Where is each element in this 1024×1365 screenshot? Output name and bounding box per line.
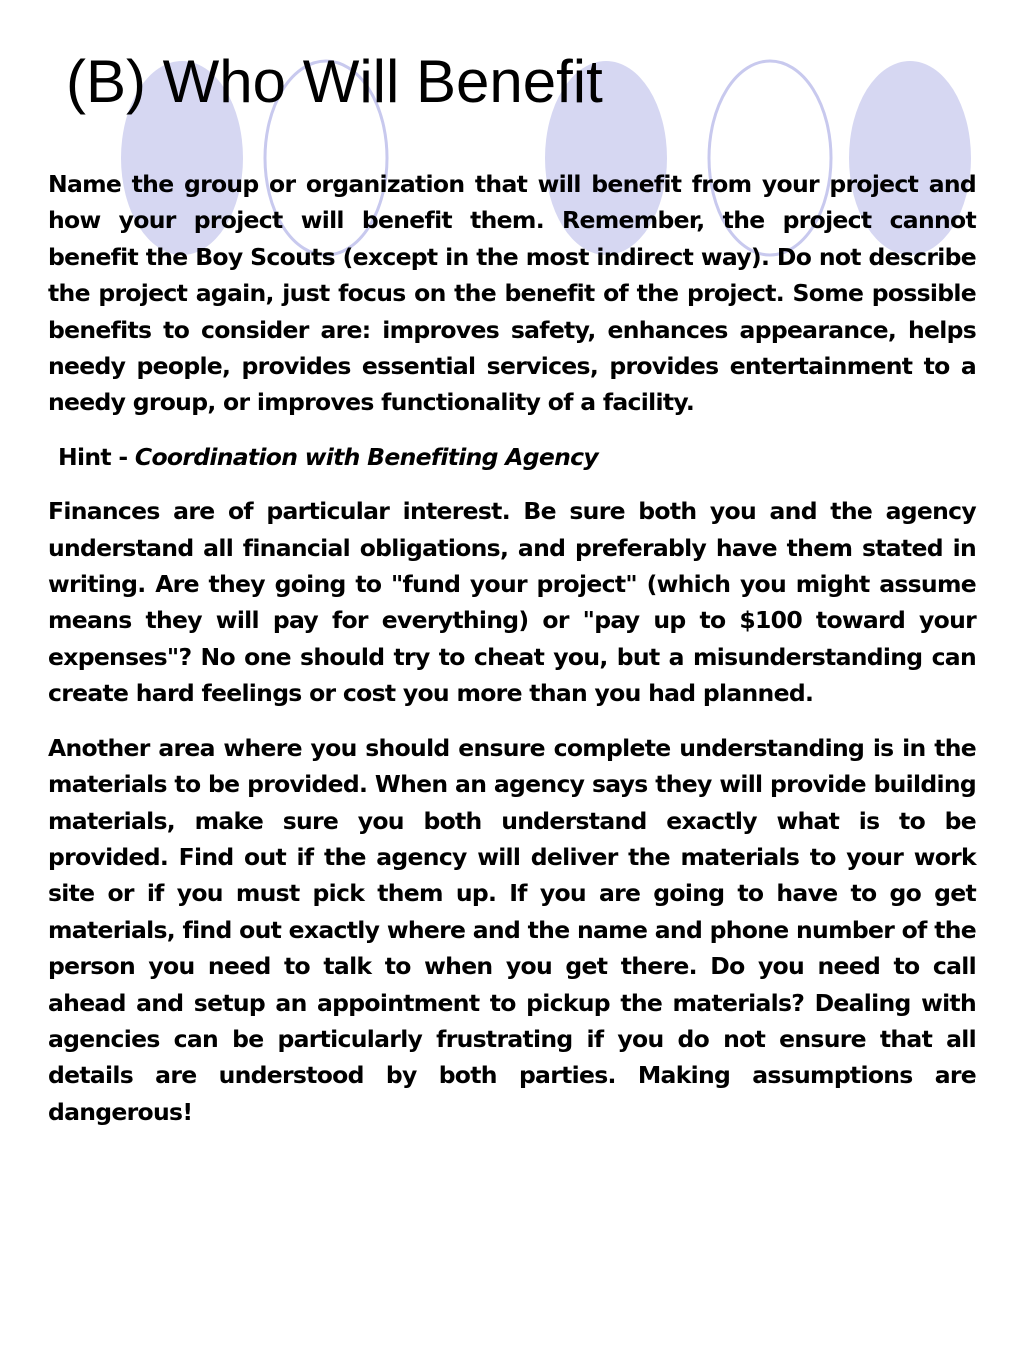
slide-title: (B) Who Will Benefit [66,48,603,115]
finances-paragraph: Finances are of particular interest. Be sure both you and the agency understand all financial obligations, and preferably have them stated in writing. Are they going to "fund your project" (which you might assume means they will pay for everything) or "pay up to $100 toward your expenses"? No one should try to cheat you, but a misunderstanding can create hard feelings or cost you more than you had planned. [48,497,976,708]
slide-body [48,166,976,1130]
hint-line [48,439,976,475]
hint-topic: Coordination with Benefiting Agency [134,442,598,471]
materials-paragraph: Another area where you should ensure complete understanding is in the materials to be provided. When an agency says they will provide building materials, make sure you both understand exactly what is to be provided. Find out if the agency will deliver the materials to your work site or if you must pick them up. If you are going to have to go get materials, find out exactly where and the name and phone number of the person you need to talk to when you get there. Do you need to call ahead and setup an appointment to pickup the materials? Dealing with agencies can be particularly frustrating if you do not ensure that all details are understood by both parties. Making assumptions are dangerous! [48,733,976,1126]
hint-label: Hint - [58,442,135,471]
intro-paragraph: Name the group or organization that will benefit from your project and how your project will benefit them. Remember, the project cannot benefit the Boy Scouts (except in the most indirect way). Do not describe the project again, just focus on the benefit of the project. Some possible benefits to consider are: improves safety, enhances appearance, helps needy people, provides essential services, provides entertainment to a needy group, or improves functionality of a facility. [48,170,976,417]
